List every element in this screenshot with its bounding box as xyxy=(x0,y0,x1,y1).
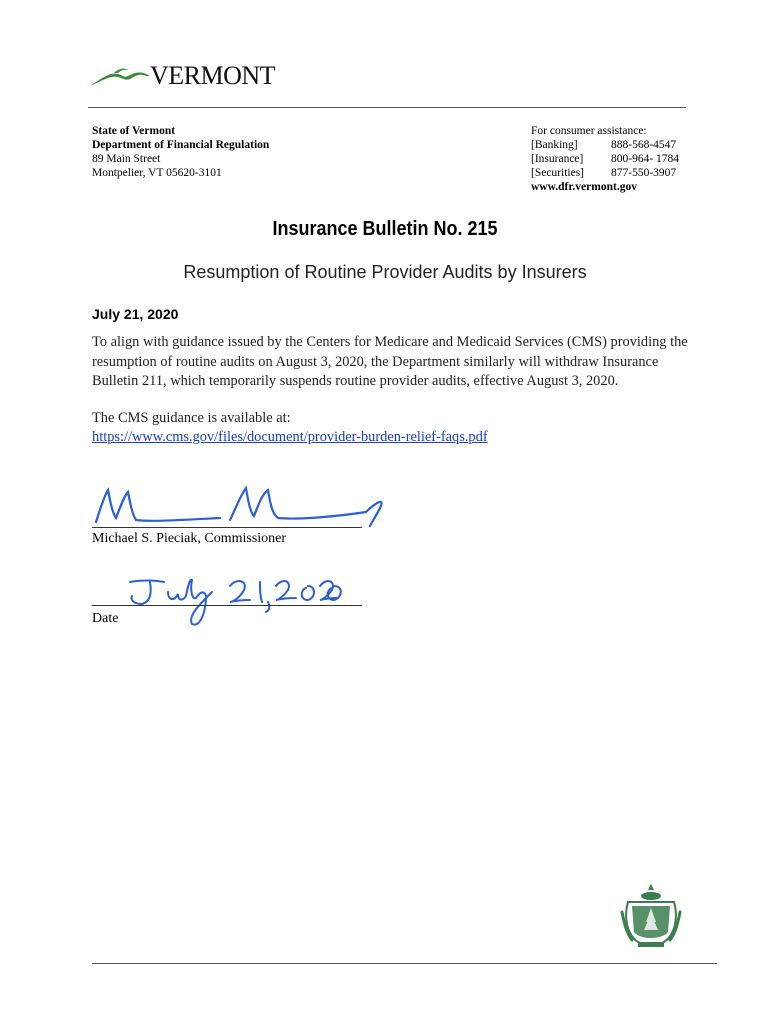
bulletin-body xyxy=(92,333,692,448)
bulletin-paragraph: To align with guidance issued by the Centers for Medicare and Medicaid Services (CMS) providing the resumption of routine audits on August 3, 2020, the Department similarly will withdraw Insurance Bulletin 211, which temporarily suspends routine provider audits, effective August 3, 2020. xyxy=(92,334,688,389)
assistance-phone: 877-550-3907 xyxy=(611,167,677,179)
handwritten-date xyxy=(120,572,350,632)
date-line xyxy=(92,605,362,606)
bulletin-title: Insurance Bulletin No. 215 xyxy=(272,218,498,240)
commissioner-name: Michael S. Pieciak, Commissioner xyxy=(92,531,287,546)
footer-divider xyxy=(92,963,717,964)
signature-line xyxy=(92,527,362,528)
agency-state: State of Vermont xyxy=(92,125,176,137)
assistance-row-banking xyxy=(531,138,679,152)
assistance-label: [Banking] xyxy=(531,139,578,151)
assistance-phone: 888-568-4547 xyxy=(611,139,677,151)
guidance-intro: The CMS guidance is available at: xyxy=(92,409,291,426)
agency-address xyxy=(92,124,269,180)
agency-city: Montpelier, VT 05620-3101 xyxy=(92,167,222,179)
header-divider xyxy=(88,107,686,108)
cms-guidance-link[interactable]: https://www.cms.gov/files/document/provider-burden-relief-faqs.pdf xyxy=(92,429,488,445)
assistance-heading: For consumer assistance: xyxy=(531,125,647,137)
commissioner-signature xyxy=(90,482,390,532)
consumer-assistance xyxy=(531,124,679,194)
date-label: Date xyxy=(92,611,119,626)
assistance-row-securities xyxy=(531,166,679,180)
vermont-logo xyxy=(88,60,278,94)
assistance-phone: 800-964- 1784 xyxy=(611,153,680,165)
assistance-row-insurance xyxy=(531,152,679,166)
assistance-label: [Insurance] xyxy=(531,153,584,165)
agency-department: Department of Financial Regulation xyxy=(92,139,270,151)
mountain-logo-icon xyxy=(88,64,158,90)
vermont-seal-icon xyxy=(620,882,682,950)
assistance-website: www.dfr.vermont.gov xyxy=(531,181,637,193)
assistance-label: [Securities] xyxy=(531,167,585,179)
bulletin-subtitle: Resumption of Routine Provider Audits by Insurers xyxy=(183,262,587,282)
bulletin-date: July 21, 2020 xyxy=(92,306,179,322)
agency-street: 89 Main Street xyxy=(92,153,161,165)
logo-wordmark: VERMONT xyxy=(150,61,276,90)
